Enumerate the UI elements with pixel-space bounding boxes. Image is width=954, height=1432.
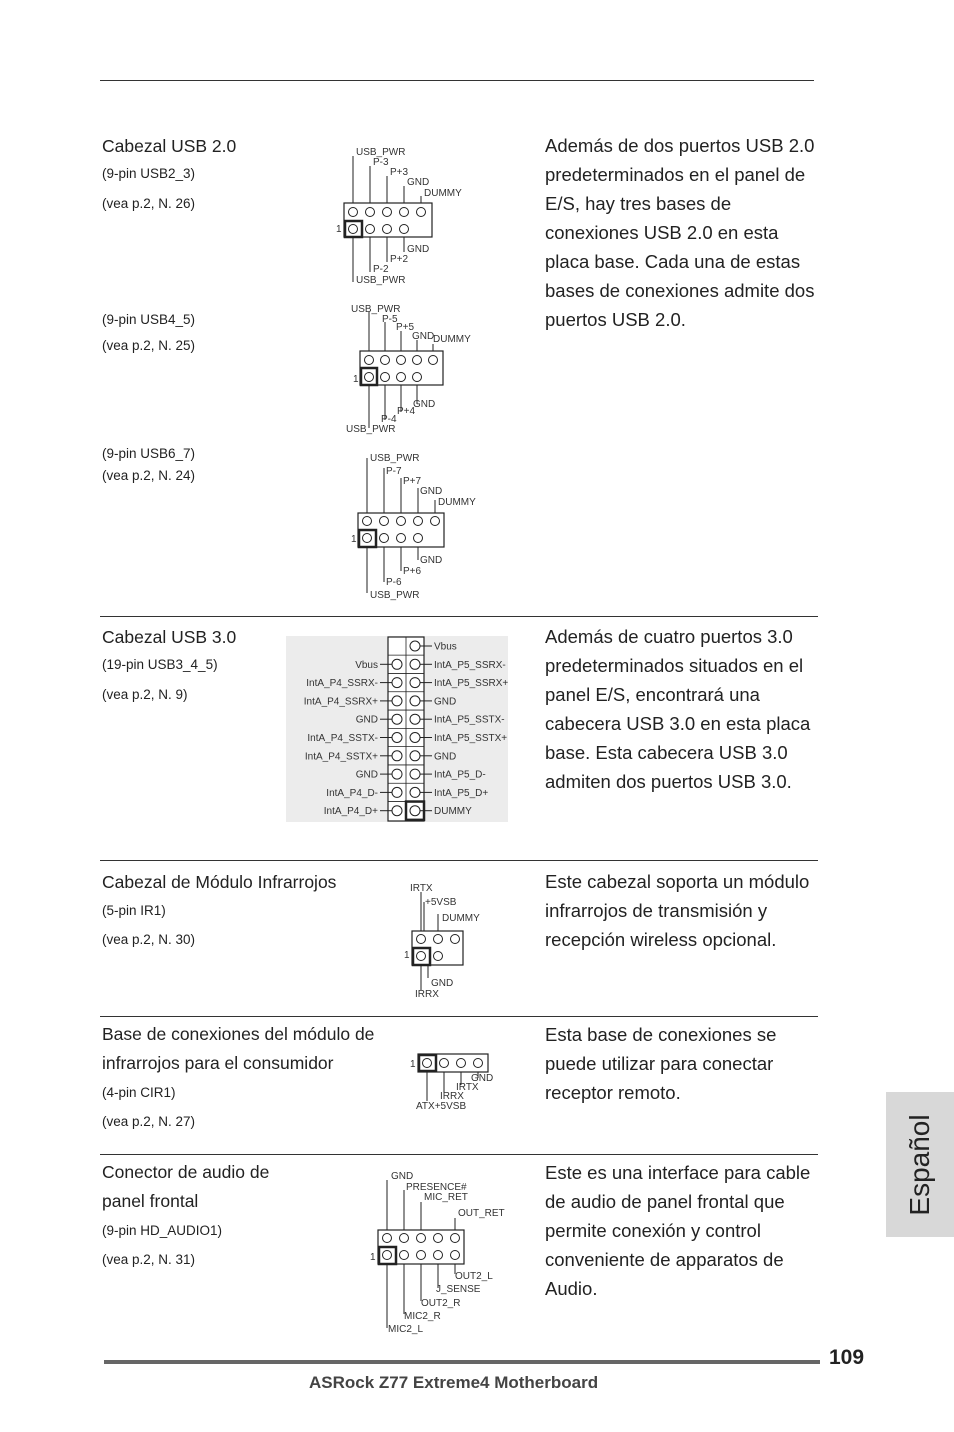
- usb2-3-label-p-minus-2: P-2: [373, 264, 389, 275]
- cir-label-gnd: GND: [471, 1073, 494, 1084]
- audio-title-line-2: panel frontal: [102, 1191, 199, 1211]
- usb3-title: Cabezal USB 3.0: [102, 627, 237, 647]
- usb3-label-left: GND: [355, 769, 378, 781]
- usb6-7-label-usb-pwr-bottom: USB_PWR: [370, 590, 420, 601]
- usb2-3-label-gnd-top: GND: [407, 177, 430, 188]
- usb2-3-label-p-minus-3: P-3: [373, 157, 389, 168]
- cir-sub-1: (4-pin CIR1): [102, 1085, 176, 1100]
- usb3-sub-2: (vea p.2, N. 9): [102, 687, 188, 702]
- audio-label-mic-ret: MIC_RET: [424, 1192, 468, 1203]
- usb4-5-label-usb-pwr-top: USB_PWR: [351, 304, 401, 315]
- usb3-label-left: IntA_P4_SSTX-: [307, 733, 378, 744]
- language-tab: [886, 1092, 954, 1237]
- ir-label-dummy: DUMMY: [442, 913, 480, 924]
- section-divider: [100, 1154, 818, 1155]
- usb2-sub-4: (vea p.2, N. 25): [102, 338, 196, 353]
- usb3-label-right: IntA_P5_D-: [434, 769, 486, 781]
- footer-rule: [104, 1360, 820, 1364]
- usb4-5-label-usb-pwr-bottom: USB_PWR: [346, 424, 396, 435]
- cir-title-line-1: Base de conexiones del módulo de: [102, 1024, 375, 1044]
- cir-sub-2: (vea p.2, N. 27): [102, 1114, 196, 1129]
- audio-label-out2-l: OUT2_L: [455, 1271, 493, 1282]
- language-tab-label: Español: [904, 1113, 935, 1216]
- usb2-3-label-usb-pwr-top: USB_PWR: [356, 147, 406, 158]
- audio-pin1-marker: 1: [370, 1252, 376, 1263]
- usb3-label-right: Vbus: [434, 641, 457, 653]
- usb2-3-pin-diagram: [330, 142, 480, 292]
- ir-label-irrx: IRRX: [415, 989, 439, 1000]
- usb3-label-left: IntA_P4_D+: [323, 806, 378, 818]
- usb4-5-pin-diagram: [344, 302, 494, 436]
- usb4-5-pin1-marker: 1: [353, 374, 359, 385]
- usb4-5-label-gnd-bottom: GND: [413, 399, 436, 410]
- usb6-7-label-gnd-top: GND: [420, 486, 443, 497]
- usb6-7-label-gnd-bottom: GND: [420, 555, 443, 566]
- usb4-5-label-p-minus-5: P-5: [382, 314, 398, 325]
- ir-description: Este cabezal soporta un módulo infrarrojos de transmisión y recepción wireless opcional.: [545, 871, 810, 950]
- usb4-5-label-gnd-top: GND: [412, 331, 435, 342]
- usb3-label-right: IntA_P5_SSTX+: [434, 733, 508, 744]
- usb2-sub-2: (vea p.2, N. 26): [102, 196, 196, 211]
- usb3-label-left: IntA_P4_SSTX+: [304, 751, 378, 763]
- usb2-3-label-gnd-bottom: GND: [407, 244, 430, 255]
- usb6-7-label-p-plus-6: P+6: [403, 566, 422, 577]
- section-divider: [100, 1016, 818, 1017]
- usb2-3-label-p-plus-3: P+3: [390, 167, 409, 178]
- audio-sub-1: (9-pin HD_AUDIO1): [102, 1223, 223, 1238]
- usb3-label-right: IntA_P5_SSTX-: [434, 714, 505, 726]
- ir-label-5vsb: +5VSB: [425, 897, 457, 908]
- usb2-3-pin1-marker: 1: [336, 224, 342, 235]
- usb3-label-right: IntA_P5_D+: [434, 787, 489, 799]
- usb3-label-right: GND: [434, 696, 457, 708]
- cir-description: Esta base de conexiones se puede utilizar para conectar receptor remoto.: [545, 1024, 777, 1103]
- usb2-3-label-dummy: DUMMY: [424, 188, 462, 199]
- usb6-7-label-usb-pwr-top: USB_PWR: [370, 453, 420, 464]
- audio-description: Este es una interface para cable de audio de panel frontal que permite conexión y control conveniente de apparatos de Audio.: [545, 1162, 811, 1299]
- usb2-sub-6: (vea p.2, N. 24): [102, 468, 196, 483]
- audio-label-mic2-r: MIC2_R: [404, 1311, 441, 1322]
- top-rule: [100, 80, 814, 81]
- usb3-label-left: IntA_P4_SSRX+: [303, 696, 378, 708]
- usb3-pin-diagram: [286, 636, 508, 822]
- cir-pin-diagram: [404, 1050, 508, 1114]
- audio-label-j-sense: J_SENSE: [436, 1284, 481, 1295]
- usb3-label-left: GND: [355, 714, 378, 726]
- usb4-5-label-dummy: DUMMY: [433, 334, 471, 345]
- usb6-7-pin-diagram: [348, 450, 498, 602]
- page-number: 109: [829, 1346, 865, 1369]
- usb3-label-left: IntA_P4_SSRX-: [306, 678, 378, 690]
- audio-label-out2-r: OUT2_R: [421, 1298, 461, 1309]
- cir-label-irtx: IRTX: [456, 1082, 479, 1093]
- usb2-3-label-usb-pwr-bottom: USB_PWR: [356, 275, 406, 286]
- ir-label-irtx: IRTX: [410, 883, 433, 894]
- audio-title-line-1: Conector de audio de: [102, 1162, 270, 1182]
- usb2-sub-3: (9-pin USB4_5): [102, 312, 196, 327]
- footer-text: ASRock Z77 Extreme4 Motherboard: [309, 1373, 599, 1392]
- ir-pin1-marker: 1: [404, 950, 410, 961]
- usb3-sub-1: (19-pin USB3_4_5): [102, 657, 218, 672]
- usb4-5-label-p-minus-4: P-4: [381, 414, 397, 425]
- ir-title: Cabezal de Módulo Infrarrojos: [102, 872, 337, 892]
- usb2-title: Cabezal USB 2.0: [102, 136, 237, 156]
- usb6-7-label-p-minus-7: P-7: [386, 466, 402, 477]
- usb6-7-label-p-minus-6: P-6: [386, 577, 402, 588]
- usb3-label-right: IntA_P5_SSRX-: [434, 659, 506, 671]
- ir-pin-diagram: [400, 878, 500, 1004]
- audio-label-presence: PRESENCE#: [406, 1182, 467, 1193]
- audio-label-out-ret: OUT_RET: [458, 1208, 505, 1219]
- usb4-5-label-p-plus-4: P+4: [397, 406, 416, 417]
- usb2-sub-1: (9-pin USB2_3): [102, 166, 196, 181]
- ir-sub-1: (5-pin IR1): [102, 903, 166, 918]
- ir-label-gnd: GND: [431, 978, 454, 989]
- usb2-sub-5: (9-pin USB6_7): [102, 446, 196, 461]
- cir-label-irrx: IRRX: [440, 1091, 464, 1102]
- section-divider: [100, 860, 818, 861]
- usb3-label-right: DUMMY: [434, 806, 472, 818]
- usb6-7-label-dummy: DUMMY: [438, 497, 476, 508]
- audio-label-gnd: GND: [391, 1171, 414, 1182]
- usb2-3-label-p-plus-2: P+2: [390, 254, 409, 265]
- cir-pin1-marker: 1: [410, 1059, 416, 1070]
- usb3-description: Además de cuatro puertos 3.0 predeterminados situados en el panel E/S, encontrará una cabecera USB 3.0 en esta placa base. Esta cabecera USB 3.0 admiten dos puertos USB 3.0.: [545, 626, 811, 792]
- usb6-7-label-p-plus-7: P+7: [403, 476, 422, 487]
- audio-sub-2: (vea p.2, N. 31): [102, 1252, 196, 1267]
- usb3-label-left: IntA_P4_D-: [326, 787, 378, 799]
- usb3-label-right: IntA_P5_SSRX+: [434, 678, 508, 690]
- usb3-label-right: GND: [434, 751, 457, 763]
- audio-label-mic2-l: MIC2_L: [388, 1324, 424, 1335]
- usb6-7-pin1-marker: 1: [351, 534, 357, 545]
- cir-title-line-2: infrarrojos para el consumidor: [102, 1053, 334, 1073]
- usb3-label-left: Vbus: [355, 659, 378, 671]
- usb2-description: Además de dos puertos USB 2.0 predeterminados en el panel de E/S, hay tres bases de conexiones USB 2.0 en esta placa base. Cada una de estas bases de conexiones admite dos puertos USB 2.0.: [545, 135, 815, 330]
- section-divider: [100, 616, 818, 617]
- cir-label-atx-5vsb: ATX+5VSB: [416, 1101, 467, 1112]
- ir-sub-2: (vea p.2, N. 30): [102, 932, 196, 947]
- usb4-5-label-p-plus-5: P+5: [396, 322, 415, 333]
- hd-audio-pin-diagram: [366, 1168, 516, 1338]
